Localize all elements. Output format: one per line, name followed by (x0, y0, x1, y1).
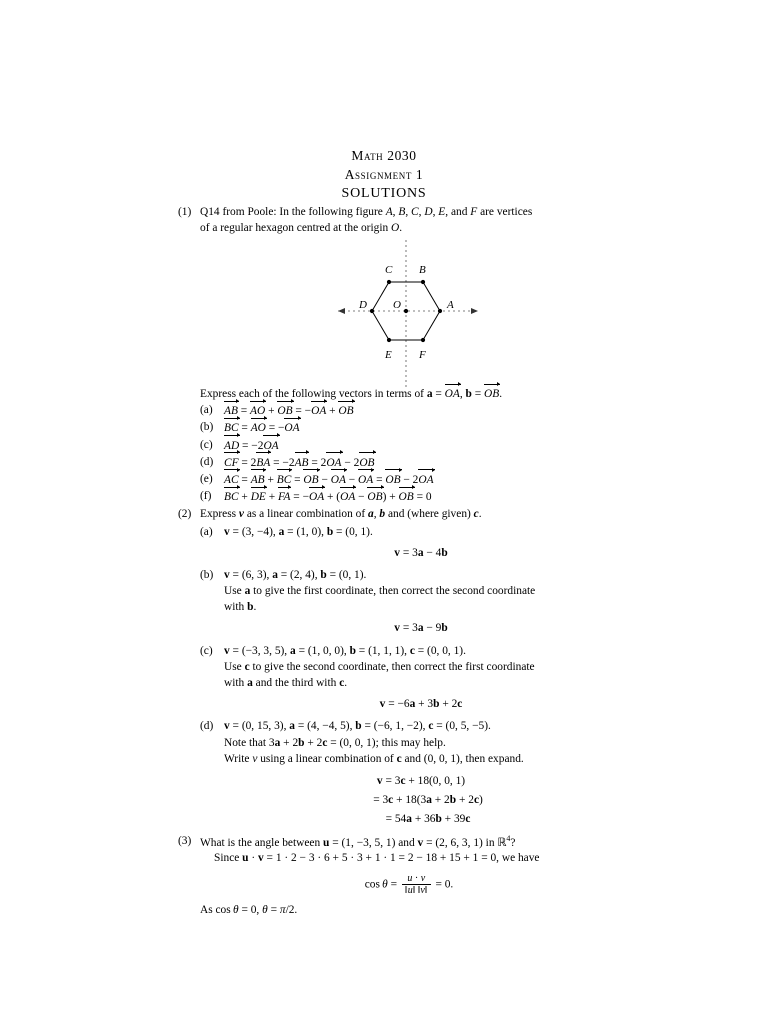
q1-part-b-label: (b) (200, 421, 214, 434)
q1-part-c (200, 437, 618, 454)
figure-label-O: O (393, 299, 401, 311)
question-2-number: (2) (178, 508, 192, 521)
q1-part-e (200, 471, 618, 488)
q2-part-a-answer: v = 3a − 4b (394, 546, 448, 559)
q1-part-f-label: (f) (200, 490, 212, 503)
q2-part-d-note-1: Note that 3a + 2b + 2c = (0, 0, 1); this may help. (224, 736, 446, 749)
q2-part-d-given: v = (0, 15, 3), a = (4, −4, 5), b = (−6, 1, −2), c = (0, 5, −5). (224, 720, 491, 733)
figure-label-F: F (419, 349, 426, 361)
question-3-since: Since u · v = 1 · 2 − 3 · 6 + 5 · 3 + 1 · 1 = 2 − 18 + 15 + 1 = 0, we have (214, 852, 540, 865)
q2-part-c-label: (c) (200, 644, 213, 657)
q1-part-a (200, 402, 618, 419)
question-3 (178, 833, 618, 919)
q1-part-f-eq: BC + DE + FA = −OA + (OA − OB) + OB = 0 (224, 488, 618, 505)
hexagon-figure (178, 240, 618, 390)
question-3-text: What is the angle between u = (1, −3, 5, 1) and v = (2, 6, 3, 1) in ℝ$^4$? (200, 833, 516, 849)
q2-part-c-note-1: Use c to give the second coordinate, then correct the first coordinate (224, 660, 535, 673)
question-1-line-2: of a regular hexagon centred at the origin O. (200, 222, 403, 235)
q1-part-b (200, 419, 618, 436)
assignment-title: Assignment 1 (344, 167, 424, 182)
figure-label-C: C (385, 264, 393, 276)
question-3-equation: cos θ = $\frac{u \cdot v}{‖u‖ ‖v‖}$ = 0. (364, 872, 454, 896)
solutions-label: SOLUTIONS (341, 186, 427, 201)
figure-label-A: A (447, 299, 454, 311)
figure-label-D: D (359, 299, 367, 311)
q1-part-c-label: (c) (200, 438, 213, 451)
course-title: Math 2030 (351, 148, 417, 163)
q2-part-b-given: v = (6, 3), a = (2, 4), b = (0, 1). (224, 568, 367, 581)
question-1-number: (1) (178, 206, 192, 218)
q1-prompt: Express each of the following vectors in terms of a = OA, b = OB. (200, 385, 618, 402)
q2-part-c-given: v = (−3, 3, 5), a = (1, 0, 0), b = (1, 1, 1), c = (0, 0, 1). (224, 644, 466, 657)
q2-part-b (200, 567, 618, 642)
q2-part-a-label: (a) (200, 525, 213, 538)
question-1-block (178, 202, 618, 236)
question-3-conclusion: As cos θ = 0, θ = π/2. (200, 904, 298, 917)
q1-part-e-label: (e) (200, 472, 213, 485)
figure-label-B: B (419, 264, 426, 276)
q1-part-a-label: (a) (200, 404, 213, 417)
q1-part-c-eq: AD = −2OA (224, 437, 618, 454)
q1-part-b-eq: BC = AO = −OA (224, 419, 618, 436)
figure-label-E: E (385, 349, 392, 361)
question-1-line-1: Q14 from Poole: In the following figure A, B, C, D, E, and F are vertices (200, 206, 533, 218)
q2-part-d-answer-1: v = 3c + 18(0, 0, 1) (376, 774, 466, 787)
q2-part-a (200, 524, 618, 566)
q2-part-d-note-2: Write v using a linear combination of c and (0, 0, 1), then expand. (224, 752, 524, 765)
q2-part-d (200, 718, 618, 830)
q2-part-c-answer: v = −6a + 3b + 2c (379, 698, 463, 711)
question-3-number: (3) (178, 834, 192, 847)
q2-part-d-answer-2: = 3c + 18(3a + 2b + 2c) (373, 794, 483, 807)
q2-part-d-label: (d) (200, 720, 214, 733)
q1-part-f (200, 488, 618, 505)
solutions-body (178, 385, 618, 918)
q2-part-c (200, 643, 618, 718)
question-2-text: Express v as a linear combination of a, b and (where given) c. (200, 508, 482, 521)
q2-part-b-label: (b) (200, 568, 214, 581)
q1-part-a-eq: AB = AO + OB = −OA + OB (224, 402, 618, 419)
q1-part-e-eq: AC = AB + BC = OB − OA − OA = OB − 2OA (224, 471, 618, 488)
q1-part-d-eq: CF = 2BA = −2AB = 2OA − 2OB (224, 454, 618, 471)
q2-part-d-answer-3: = 54a + 36b + 39c (385, 813, 471, 826)
title-block (0, 148, 768, 202)
q2-part-a-given: v = (3, −4), a = (1, 0), b = (0, 1). (224, 525, 373, 538)
hexagon-diagram (178, 240, 618, 390)
question-1 (178, 204, 618, 236)
q2-part-b-note-1: Use a to give the first coordinate, then correct the second coordinate (224, 585, 536, 598)
q2-part-b-answer: v = 3a − 9b (394, 622, 448, 635)
q1-part-d-label: (d) (200, 455, 214, 468)
q2-part-b-note-2: with b. (224, 601, 257, 614)
q2-part-c-note-2: with a and the third with c. (224, 677, 348, 689)
question-2 (178, 506, 618, 522)
